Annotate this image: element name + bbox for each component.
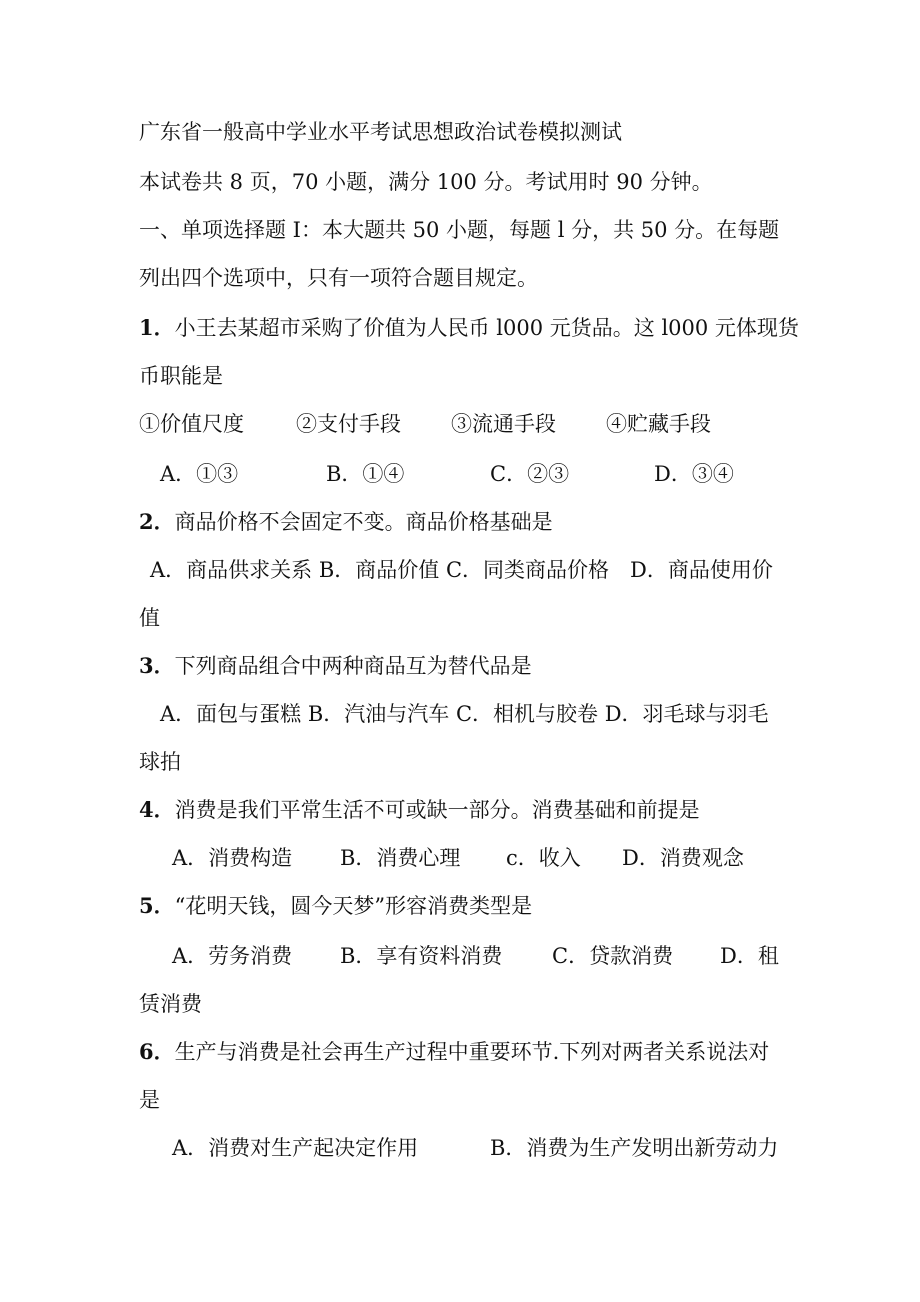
q1-item-4: ④贮藏手段: [606, 412, 711, 436]
q4-option-b: B．消费心理: [340, 846, 461, 870]
q4-option-d: D．消费观念: [622, 846, 744, 870]
q5-options-line2: 赁消费: [139, 992, 202, 1016]
question-1-text: 小王去某超市采购了价值为人民币 l000 元货品。这 l000 元体现货: [174, 316, 799, 340]
q1-option-c: C．②③: [490, 462, 570, 486]
q5-option-a: A．劳务消费: [172, 944, 293, 968]
q6-option-b: B．消费为生产发明出新劳动力: [490, 1136, 779, 1160]
question-5-line: [139, 892, 532, 920]
section-instructions-line1: 一、单项选择题 I：本大题共 50 小题，每题 l 分，共 50 分。在每题: [139, 218, 780, 242]
question-6-text: 生产与消费是社会再生产过程中重要环节.下列对两者关系说法对: [174, 1040, 770, 1064]
q1-item-1: ①价值尺度: [139, 412, 244, 436]
q5-option-c: C．贷款消费: [552, 944, 674, 968]
question-5-text: “花明天钱，圆今天梦”形容消费类型是: [174, 894, 533, 918]
q1-item-2: ②支付手段: [296, 412, 401, 436]
q2-options-line1: A．商品供求关系 B．商品价值 C．同类商品价格 D．商品使用价: [150, 558, 773, 582]
page-title: 广东省一般高中学业水平考试思想政治试卷模拟测试: [139, 120, 622, 144]
q2-options-line2: 值: [139, 606, 160, 630]
question-6-line1: [139, 1038, 769, 1066]
question-1-line2: 币职能是: [139, 364, 223, 388]
exam-info: 本试卷共 8 页，70 小题，满分 100 分。考试用时 90 分钟。: [139, 170, 713, 194]
q4-option-c: c．收入: [506, 846, 581, 870]
q1-option-b: B．①④: [326, 462, 405, 486]
q6-option-a: A．消费对生产起决定作用: [172, 1136, 419, 1160]
question-4-line: [139, 796, 700, 824]
q4-option-a: A．消费构造: [172, 846, 293, 870]
question-1-line1: [139, 314, 799, 342]
question-2-line: [139, 508, 553, 536]
question-2-text: 商品价格不会固定不变。商品价格基础是: [174, 510, 553, 534]
q1-item-3: ③流通手段: [451, 412, 556, 436]
question-6-line2: 是: [139, 1088, 160, 1112]
question-6-number: 6．: [139, 1039, 175, 1064]
question-1-number: 1．: [139, 315, 175, 340]
question-3-text: 下列商品组合中两种商品互为替代品是: [174, 654, 532, 678]
q5-option-d: D．租: [720, 944, 779, 968]
q1-option-d: D．③④: [654, 462, 734, 486]
question-2-number: 2．: [139, 509, 175, 534]
question-3-number: 3．: [139, 653, 175, 678]
question-5-number: 5．: [139, 893, 175, 918]
question-4-text: 消费是我们平常生活不可或缺一部分。消费基础和前提是: [174, 798, 700, 822]
section-instructions-line2: 列出四个选项中，只有一项符合题目规定。: [139, 266, 538, 290]
question-3-line: [139, 652, 532, 680]
q1-option-a: A．①③: [160, 462, 239, 486]
question-4-number: 4．: [139, 797, 175, 822]
q3-options-line2: 球拍: [139, 750, 181, 774]
q5-option-b: B．享有资料消费: [340, 944, 503, 968]
q3-options-line1: A．面包与蛋糕 B．汽油与汽车 C．相机与胶卷 D．羽毛球与羽毛: [160, 702, 769, 726]
